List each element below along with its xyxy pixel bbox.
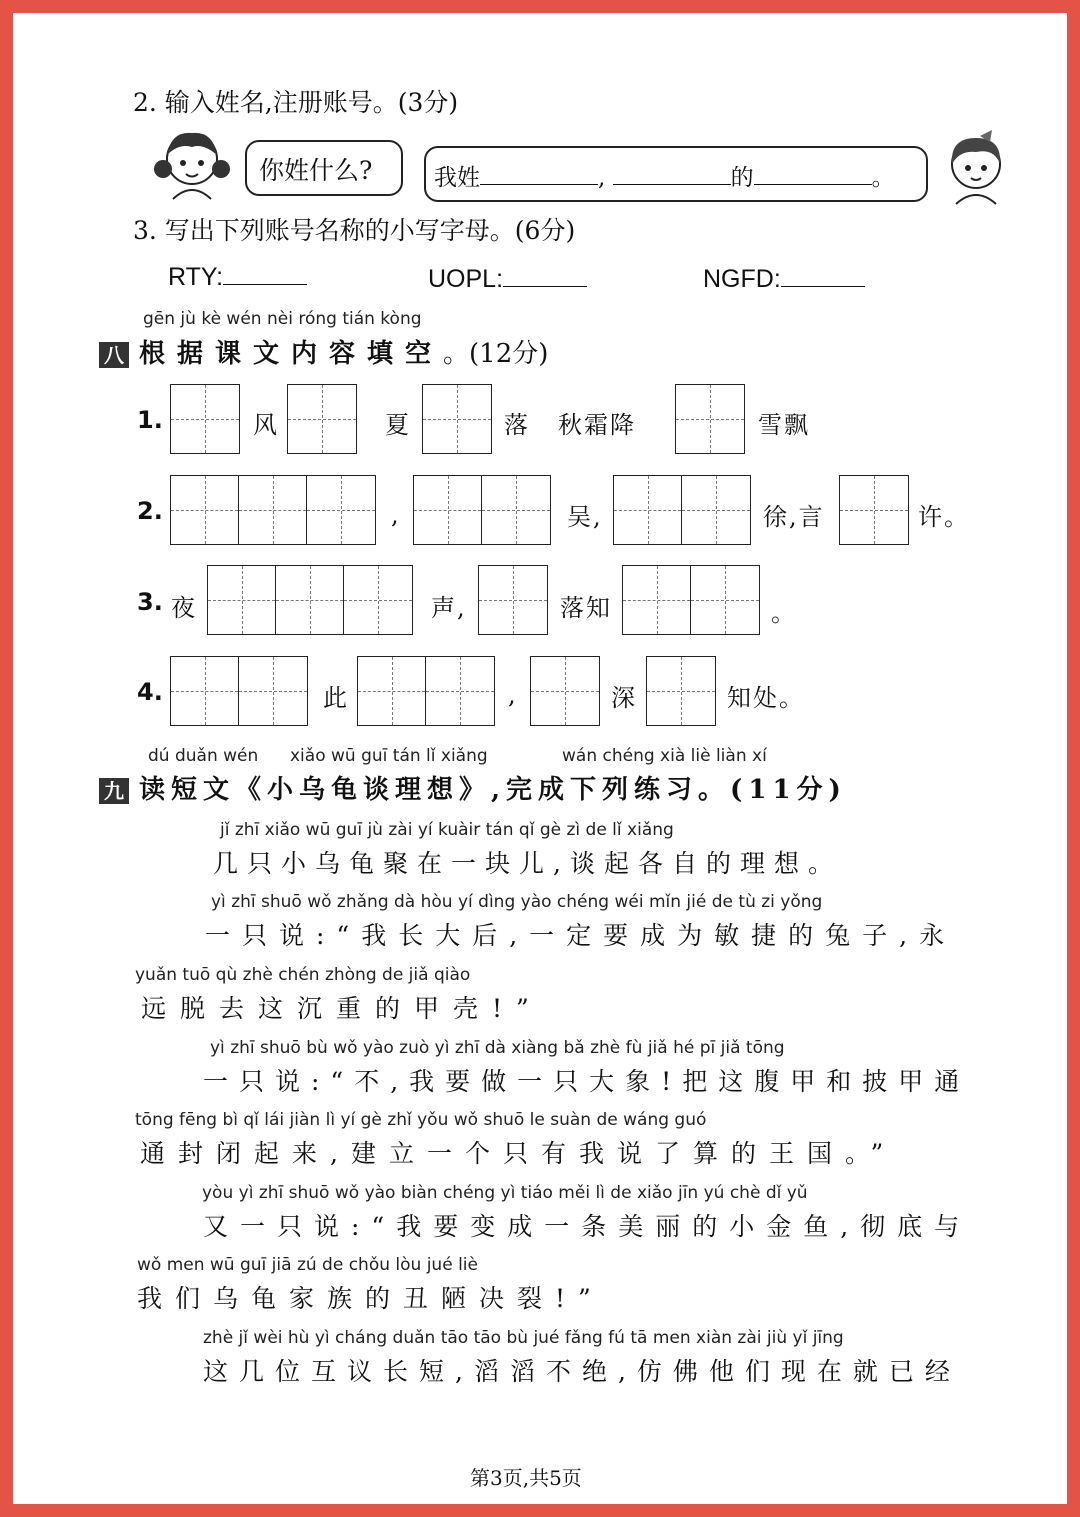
row4-grid-4[interactable]: [646, 656, 716, 726]
row4-text-3: 深: [611, 684, 651, 712]
row4-text-4: 知处。: [727, 684, 805, 712]
speech-left-text: 你姓什么?: [259, 156, 373, 185]
row2-grid-4[interactable]: [839, 475, 909, 545]
section-9-number: 九: [99, 778, 129, 804]
passage-line-4: 一只说:“不,我要做一只大象!把这腹甲和披甲通: [203, 1067, 971, 1096]
passage-line-2: 一只说:“我长大后,一定要成为敏捷的兔子,永: [205, 921, 957, 950]
section-8-header: [99, 333, 548, 370]
passage-line-7: 我们乌龟家族的丑陋决裂!”: [137, 1284, 604, 1313]
row1-text-1: 风: [253, 411, 293, 439]
section-8-number: 八: [99, 342, 129, 368]
girl-with-bow-icon: [940, 128, 1012, 206]
row4-number: 4.: [137, 678, 163, 706]
passage-pinyin-2: yì zhī shuō wǒ zhǎng dà hòu yí dìng yào chéng wéi mǐn jié de tù zi yǒng: [211, 892, 823, 912]
section-9-header: [99, 769, 847, 806]
section-9-pinyin-1: dú duǎn wén: [148, 746, 259, 766]
row1-grid-2[interactable]: [287, 384, 357, 454]
passage-pinyin-5: tōng fēng bì qǐ lái jiàn lì yí gè zhǐ yǒu wǒ shuō le suàn de wáng guó: [135, 1110, 707, 1130]
row4-text-2: ,: [508, 681, 532, 709]
section-9-title: 读短文《小乌龟谈理想》,完成下列练习。(11分): [139, 775, 847, 805]
passage-line-6: 又一只说:“我要变成一条美丽的小金鱼,彻底与: [203, 1212, 972, 1241]
section-8-pinyin: gēn jù kè wén nèi róng tián kòng: [143, 309, 422, 329]
row2-number: 2.: [137, 497, 163, 525]
row1-grid-3[interactable]: [422, 384, 492, 454]
row2-text-4: 许。: [918, 503, 970, 531]
q3-title: 3. 写出下列账号名称的小写字母。(6分): [133, 216, 576, 245]
row3-grid-2[interactable]: [478, 565, 548, 635]
section-8-score: 。(12分): [443, 339, 549, 369]
girl-icon: [151, 125, 233, 201]
row3-text-2: 落知: [560, 594, 612, 622]
answer-prefix: 我姓: [434, 165, 480, 191]
row1-text-3: 落: [504, 411, 544, 439]
account-uopl-label: UOPL:: [428, 265, 504, 293]
comma-text: ,: [598, 165, 606, 191]
row2-grid-3[interactable]: [613, 475, 751, 545]
row2-text-2: 吴,: [567, 503, 603, 531]
row1-text-5: 雪飘: [758, 411, 810, 439]
passage-pinyin-3: yuǎn tuō qù zhè chén zhòng de jiǎ qiào: [135, 965, 471, 985]
account-uopl-blank[interactable]: [503, 286, 587, 287]
account-rty-blank[interactable]: [223, 284, 307, 285]
passage-line-8: 这几位互议长短,滔滔不绝,仿佛他们现在就已经: [203, 1357, 961, 1386]
page-footer: 第3页,共5页: [470, 1466, 582, 1490]
passage-line-1: 几只小乌龟聚在一块儿,谈起各自的理想。: [213, 849, 842, 878]
row1-number: 1.: [137, 406, 163, 434]
de-text: 的: [730, 165, 754, 191]
section-9-pinyin-2: xiǎo wū guī tán lǐ xiǎng: [290, 746, 488, 766]
passage-pinyin-4: yì zhī shuō bù wǒ yào zuò yì zhī dà xiàng bǎ zhè fù jiǎ hé pī jiǎ tōng: [210, 1038, 785, 1058]
row3-text-0: 夜: [171, 594, 211, 622]
row2-grid-1[interactable]: [170, 475, 376, 545]
row4-text-1: 此: [323, 684, 363, 712]
row1-grid-1[interactable]: [170, 384, 240, 454]
passage-line-5: 通封闭起来,建立一个只有我说了算的王国。”: [140, 1139, 897, 1168]
row3-grid-1[interactable]: [207, 565, 413, 635]
q2-title: 2. 输入姓名,注册账号。(3分): [133, 88, 459, 117]
account-ngfd-label: NGFD:: [703, 265, 781, 293]
row1-text-4: 秋霜降: [558, 411, 636, 439]
passage-pinyin-8: zhè jǐ wèi hù yì cháng duǎn tāo tāo bù jué fǎng fú tā men xiàn zài jiù yǐ jīng: [203, 1328, 844, 1348]
row1-grid-4[interactable]: [675, 384, 745, 454]
period-text: 。: [871, 165, 895, 191]
speech-bubble-right: [424, 146, 928, 202]
row3-text-3: 。: [771, 599, 811, 627]
section-8-title: 根据课文内容填空: [139, 339, 444, 369]
row4-grid-1[interactable]: [170, 656, 308, 726]
passage-line-3: 远脱去这沉重的甲壳!”: [141, 994, 543, 1023]
account-rty-label: RTY:: [168, 263, 224, 291]
name-blank-2[interactable]: [754, 184, 872, 185]
row4-grid-2[interactable]: [357, 656, 495, 726]
row2-grid-2[interactable]: [413, 475, 551, 545]
worksheet-page: [13, 13, 1067, 1504]
passage-pinyin-7: wǒ men wū guī jiā zú de chǒu lòu jué liè: [137, 1255, 478, 1275]
surname-blank[interactable]: [480, 184, 598, 185]
speech-bubble-left: [245, 140, 403, 196]
account-ngfd-blank[interactable]: [781, 286, 865, 287]
row2-text-1: ,: [391, 501, 415, 529]
row2-text-3: 徐,言: [763, 503, 825, 531]
row3-number: 3.: [137, 588, 163, 616]
row3-text-1: 声,: [431, 594, 467, 622]
row4-grid-3[interactable]: [530, 656, 600, 726]
name-blank-1[interactable]: [613, 184, 731, 185]
section-9-pinyin-3: wán chéng xià liè liàn xí: [562, 746, 767, 766]
row3-grid-3[interactable]: [622, 565, 760, 635]
passage-pinyin-1: jǐ zhī xiǎo wū guī jù zài yí kuàir tán qǐ gè zì de lǐ xiǎng: [220, 820, 674, 840]
row1-text-2: 夏: [385, 411, 425, 439]
passage-pinyin-6: yòu yì zhī shuō wǒ yào biàn chéng yì tiáo měi lì de xiǎo jīn yú chè dǐ yǔ: [202, 1183, 808, 1203]
